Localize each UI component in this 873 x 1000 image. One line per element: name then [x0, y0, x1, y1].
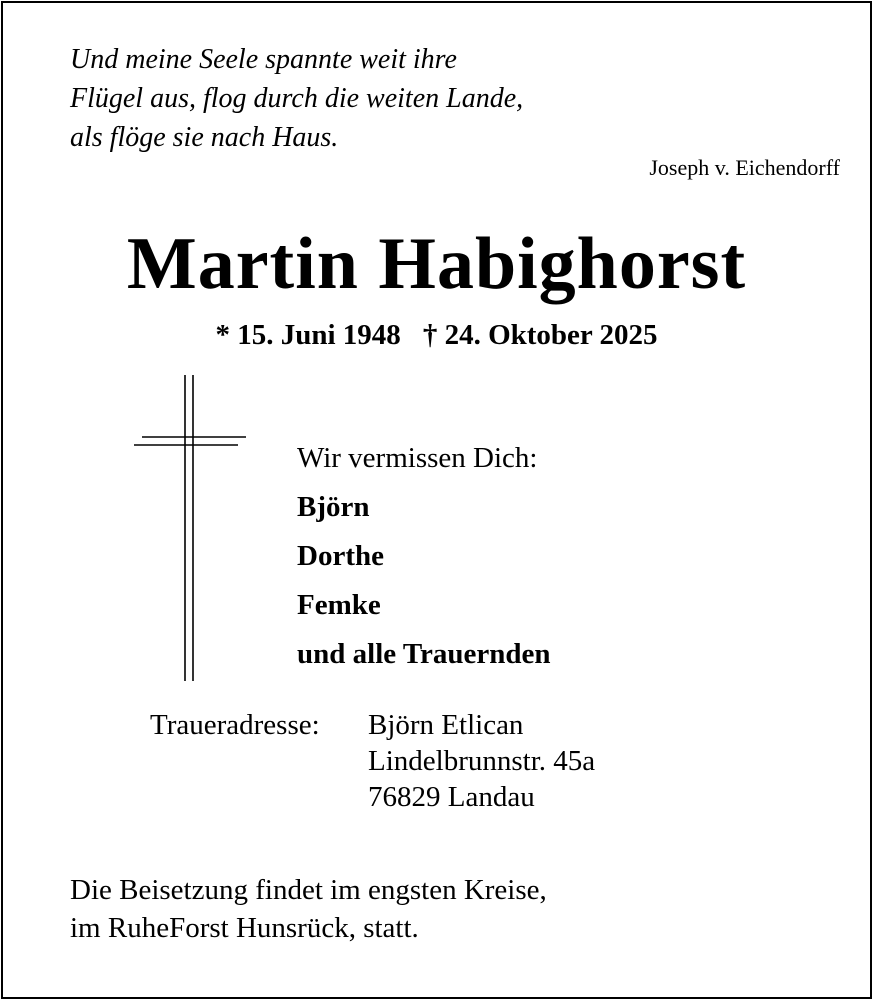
death-date: † 24. Oktober 2025	[422, 319, 658, 351]
mourner-name: Femke	[297, 589, 381, 621]
address-line: Lindelbrunnstr. 45a	[368, 745, 596, 777]
poem-line: Und meine Seele spannte weit ihre	[70, 44, 457, 75]
mourner-name: und alle Trauernden	[297, 638, 551, 670]
funeral-line: im RuheForst Hunsrück, statt.	[70, 912, 419, 944]
life-dates	[0, 316, 873, 354]
funeral-notice	[70, 871, 547, 947]
cross-icon	[130, 375, 252, 681]
mourners-intro: Wir vermissen Dich:	[297, 442, 538, 474]
mourners-list	[297, 434, 551, 679]
poem-quote	[70, 40, 523, 157]
address-line: Björn Etlican	[368, 709, 524, 741]
address-line: 76829 Landau	[368, 781, 535, 813]
poem-line: Flügel aus, flog durch die weiten Lande,	[70, 83, 524, 114]
mourning-address	[368, 707, 595, 815]
mourner-name: Dorthe	[297, 540, 384, 572]
mourner-name: Björn	[297, 491, 370, 523]
deceased-name: Martin Habighorst	[126, 223, 747, 305]
poem-line: als flöge sie nach Haus.	[70, 122, 339, 153]
address-label: Traueradresse:	[150, 709, 320, 741]
poem-author: Joseph v. Eichendorff	[649, 155, 840, 180]
birth-date: * 15. Juni 1948	[215, 319, 401, 351]
funeral-line: Die Beisetzung findet im engsten Kreise,	[70, 874, 547, 906]
